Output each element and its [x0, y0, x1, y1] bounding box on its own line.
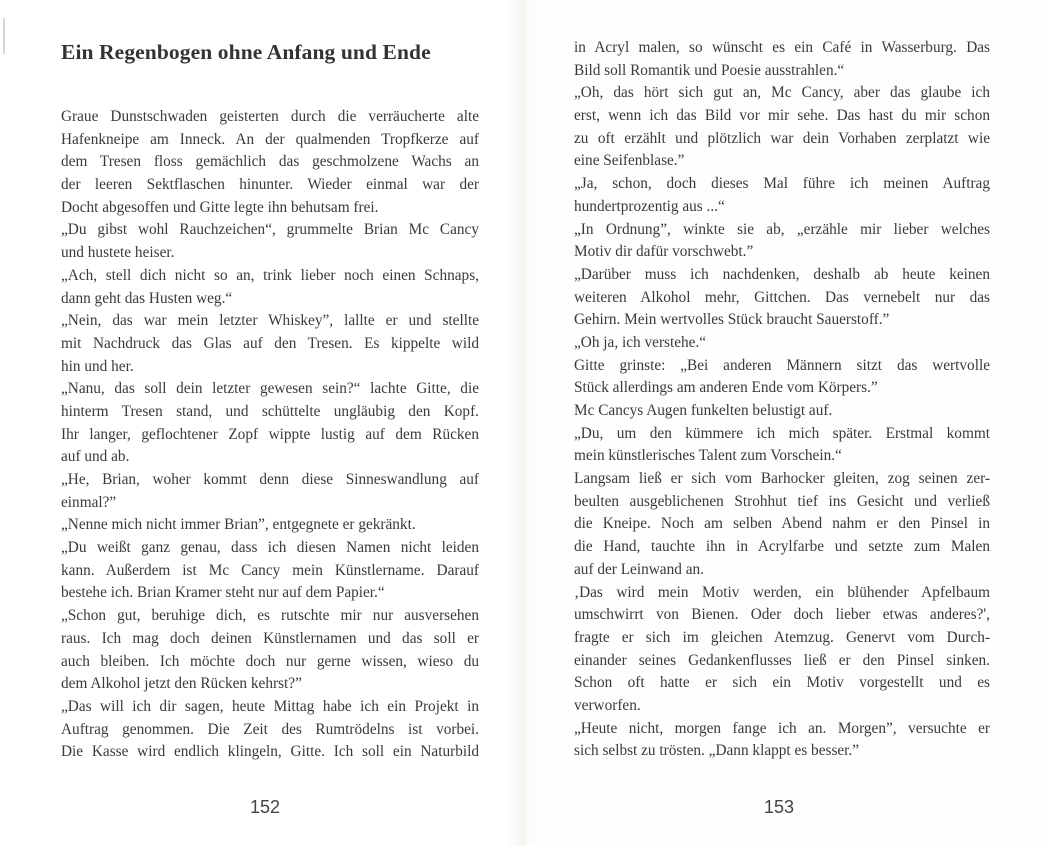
text-line: hundertprozentig aus ...“: [574, 197, 725, 215]
chapter-title: Ein Regenbogen ohne Anfang und Ende: [61, 40, 431, 64]
text-line: mein künstlerisches Talent zum Vorschein.“: [574, 447, 842, 465]
text-line: „Du weißt ganz genau, dass ich diesen Namen nicht leiden: [61, 539, 479, 557]
text-line: auf der Leinwand an.: [574, 560, 704, 578]
text-line: „Oh ja, ich verstehe.“: [574, 333, 707, 351]
text-line: „Darüber muss ich nachdenken, deshalb ab heute keinen: [574, 265, 990, 283]
text-line: „Nein, das war mein letzter Whiskey”, lallte er und stellte: [61, 312, 479, 330]
text-line: sich selbst zu trösten. „Dann klappt es besser.”: [574, 742, 860, 760]
text-line: in Acryl malen, so wünscht es ein Café in Wasserburg. Das: [574, 39, 990, 56]
text-line: auch bleiben. Ich möchte doch nur gerne wissen, wieso du: [61, 652, 479, 670]
text-line: hinterm Tresen stand, und schüttelte ungläubig den Kopf.: [61, 402, 479, 420]
text-line: erst, wenn ich das Bild vor mir sehe. Das hast du mir schon: [574, 107, 990, 125]
text-line: Langsam ließ er sich vom Barhocker gleiten, zog seinen zer-: [574, 470, 990, 488]
text-line: „Nenne mich nicht immer Brian”, entgegnete er gekränkt.: [61, 516, 416, 534]
text-line: dem Tresen floss gemächlich das geschmolzene Wachs an: [61, 153, 479, 171]
text-line: dann geht das Husten weg.“: [61, 289, 233, 307]
text-line: „Schon gut, beruhige dich, es rutschte mir nur ausversehen: [61, 607, 479, 625]
text-line: „Ach, stell dich nicht so an, trink lieber noch einen Schnaps,: [61, 266, 479, 284]
text-line: mit Nachdruck das Glas auf den Tresen. Es kippelte wild: [61, 334, 479, 352]
text-line: Stück allerdings am anderen Ende vom Körpers.”: [574, 379, 878, 397]
text-line: „Du, um den kümmere ich mich später. Erstmal kommt: [574, 424, 990, 442]
text-line: „Ja, schon, doch dieses Mal führe ich meinen Auftrag: [574, 175, 990, 193]
text-line: weiteren Alkohol mehr, Gittchen. Das vernebelt nur das: [574, 288, 990, 306]
text-line: die Hand, tauchte ihn in Acrylfarbe und setzte zum Malen: [574, 538, 990, 556]
page-number-left: 152: [250, 797, 281, 817]
text-line: Auftrag genommen. Die Zeit des Rumtrödelns ist vorbei.: [61, 720, 479, 738]
text-line: Gehirn. Mein wertvolles Stück braucht Sauerstoff.”: [574, 311, 890, 329]
text-line: der leeren Sektflaschen hinunter. Wieder einmal war der: [61, 176, 479, 194]
text-line: Schon oft hatte er sich ein Motiv vorgestellt und es: [574, 674, 990, 692]
text-line: hin und her.: [61, 357, 134, 375]
text-line: bestehe ich. Brian Kramer steht nur auf dem Papier.“: [61, 584, 385, 602]
text-line: umschwirrt von Bienen. Oder doch lieber etwas anderes?',: [574, 606, 990, 624]
page-edge-mark: [3, 18, 5, 54]
book-gutter: [505, 0, 545, 846]
text-line: „Heute nicht, morgen fange ich an. Morgen”, versuchte er: [574, 719, 990, 737]
text-line: Ihr langer, geflochtener Zopf wippte lustig auf dem Rücken: [61, 425, 479, 443]
left-page-body: [61, 106, 479, 764]
text-line: Die Kasse wird endlich klingeln, Gitte. Ich soll ein Naturbild: [61, 743, 479, 761]
text-line: Graue Dunstschwaden geisterten durch die verräucherte alte: [61, 108, 479, 125]
text-line: „Nanu, das soll dein letzter gewesen sein?“ lachte Gitte, die: [61, 380, 479, 398]
text-line: Bild soll Romantik und Poesie ausstrahlen.“: [574, 61, 845, 79]
text-line: dem Alkohol jetzt den Rücken kehrst?”: [61, 675, 302, 693]
text-line: Hafenkneipe am Inneck. An der qualmenden Tropfkerze auf: [61, 130, 479, 148]
text-line: ‚Das wird mein Motiv werden, ein blühender Apfelbaum: [574, 583, 990, 601]
text-line: „Du gibst wohl Rauchzeichen“, grummelte Brian Mc Cancy: [61, 221, 479, 239]
text-line: „In Ordnung”, winkte sie ab, „erzähle mir lieber welches: [574, 220, 990, 238]
text-line: Mc Cancys Augen funkelten belustigt auf.: [574, 402, 833, 419]
page-number-right: 153: [764, 797, 795, 817]
text-line: einmal?”: [61, 493, 117, 511]
text-line: „Oh, das hört sich gut an, Mc Cancy, aber das glaube ich: [574, 84, 990, 102]
right-page-body: [574, 37, 990, 763]
text-line: kann. Außerdem ist Mc Cancy mein Künstlername. Darauf: [61, 561, 479, 579]
text-line: „He, Brian, woher kommt denn diese Sinneswandlung auf: [61, 471, 479, 488]
text-line: Docht abgesoffen und Gitte legte ihn behutsam frei.: [61, 198, 379, 216]
text-line: Gitte grinste: „Bei anderen Männern sitzt das wertvolle: [574, 356, 990, 374]
text-line: „Das will ich dir sagen, heute Mittag habe ich ein Projekt in: [61, 697, 479, 715]
text-line: und hustete heiser.: [61, 244, 175, 262]
text-line: eine Seifenblase.”: [574, 152, 685, 170]
text-line: einander seines Gedankenflusses ließ er den Pinsel sinken.: [574, 651, 990, 669]
text-line: zu oft erzählt und plötzlich war dein Vorhaben zerplatzt wie: [574, 129, 990, 147]
text-line: beulten ausgeblichenen Strohhut tief ins Gesicht und verließ: [574, 492, 990, 510]
text-line: die Kneipe. Noch am selben Abend nahm er den Pinsel in: [574, 515, 990, 533]
text-line: fragte er sich im gleichen Atemzug. Genervt vom Durch-: [574, 628, 990, 646]
text-line: Motiv dir dafür vorschwebt.”: [574, 243, 754, 261]
text-line: auf und ab.: [61, 448, 130, 466]
text-line: verworfen.: [574, 696, 641, 714]
text-line: raus. Ich mag doch deinen Künstlernamen und das soll er: [61, 629, 479, 647]
